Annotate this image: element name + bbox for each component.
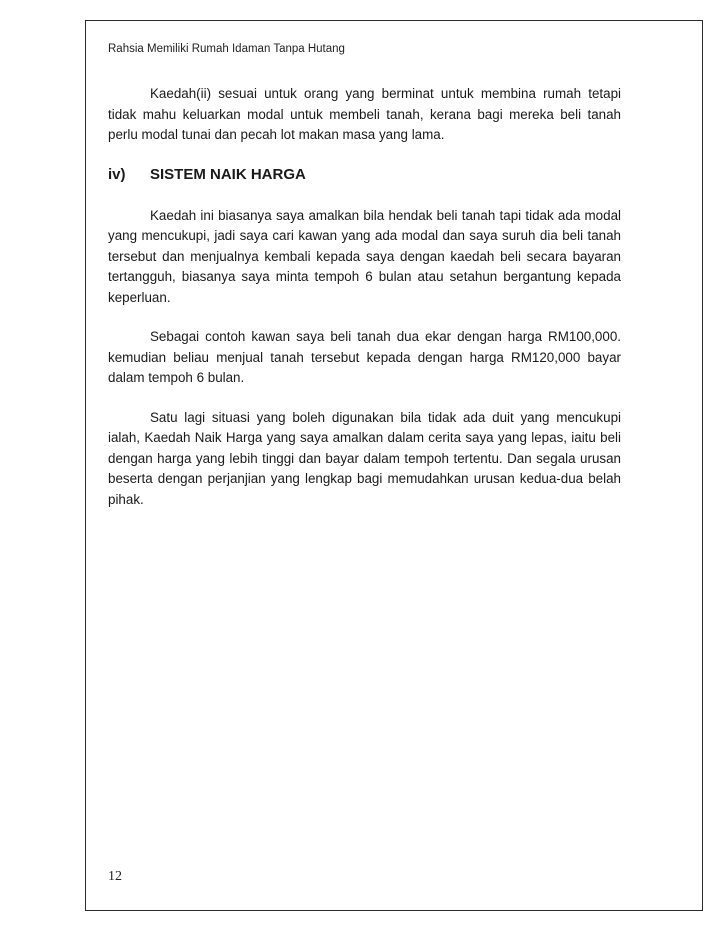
section-number: iv) bbox=[108, 165, 126, 183]
running-header: Rahsia Memiliki Rumah Idaman Tanpa Hutang bbox=[108, 43, 345, 55]
page-content bbox=[108, 84, 621, 529]
paragraph-another-situation: Satu lagi situasi yang boleh digunakan bila tidak ada duit yang mencukupi ialah, Kaedah Naik Harga yang saya amalkan dalam cerita saya yang lepas, iaitu beli dengan harga yang lebih tinggi dan bayar dalam tempoh tertentu. Dan segala urusan beserta dengan perjanjian yang lengkap bagi memudahkan urusan kedua-dua belah pihak. bbox=[108, 409, 621, 507]
section-title: SISTEM NAIK HARGA bbox=[150, 165, 306, 183]
paragraph-method-description: Kaedah ini biasanya saya amalkan bila hendak beli tanah tapi tidak ada modal yang mencukupi, jadi saya cari kawan yang ada modal dan saya suruh dia beli tanah tersebut dan menjualnya kembali kepada saya dengan kaedah beli secara bayaran tertangguh, biasanya saya minta tempoh 6 bulan atau setahun bergantung kepada keperluan. bbox=[108, 207, 621, 305]
paragraph-kaedah-ii: Kaedah(ii) sesuai untuk orang yang berminat untuk membina rumah tetapi tidak mahu keluarkan modal untuk membeli tanah, kerana bagi mereka beli tanah perlu modal tunai dan pecah lot makan masa yang lama. bbox=[108, 86, 621, 142]
page-number: 12 bbox=[108, 869, 122, 884]
paragraph-example: Sebagai contoh kawan saya beli tanah dua ekar dengan harga RM100,000. kemudian beliau menjual tanah tersebut kepada dengan harga RM120,000 bayar dalam tempoh 6 bulan. bbox=[108, 329, 621, 385]
section-heading bbox=[108, 165, 621, 185]
